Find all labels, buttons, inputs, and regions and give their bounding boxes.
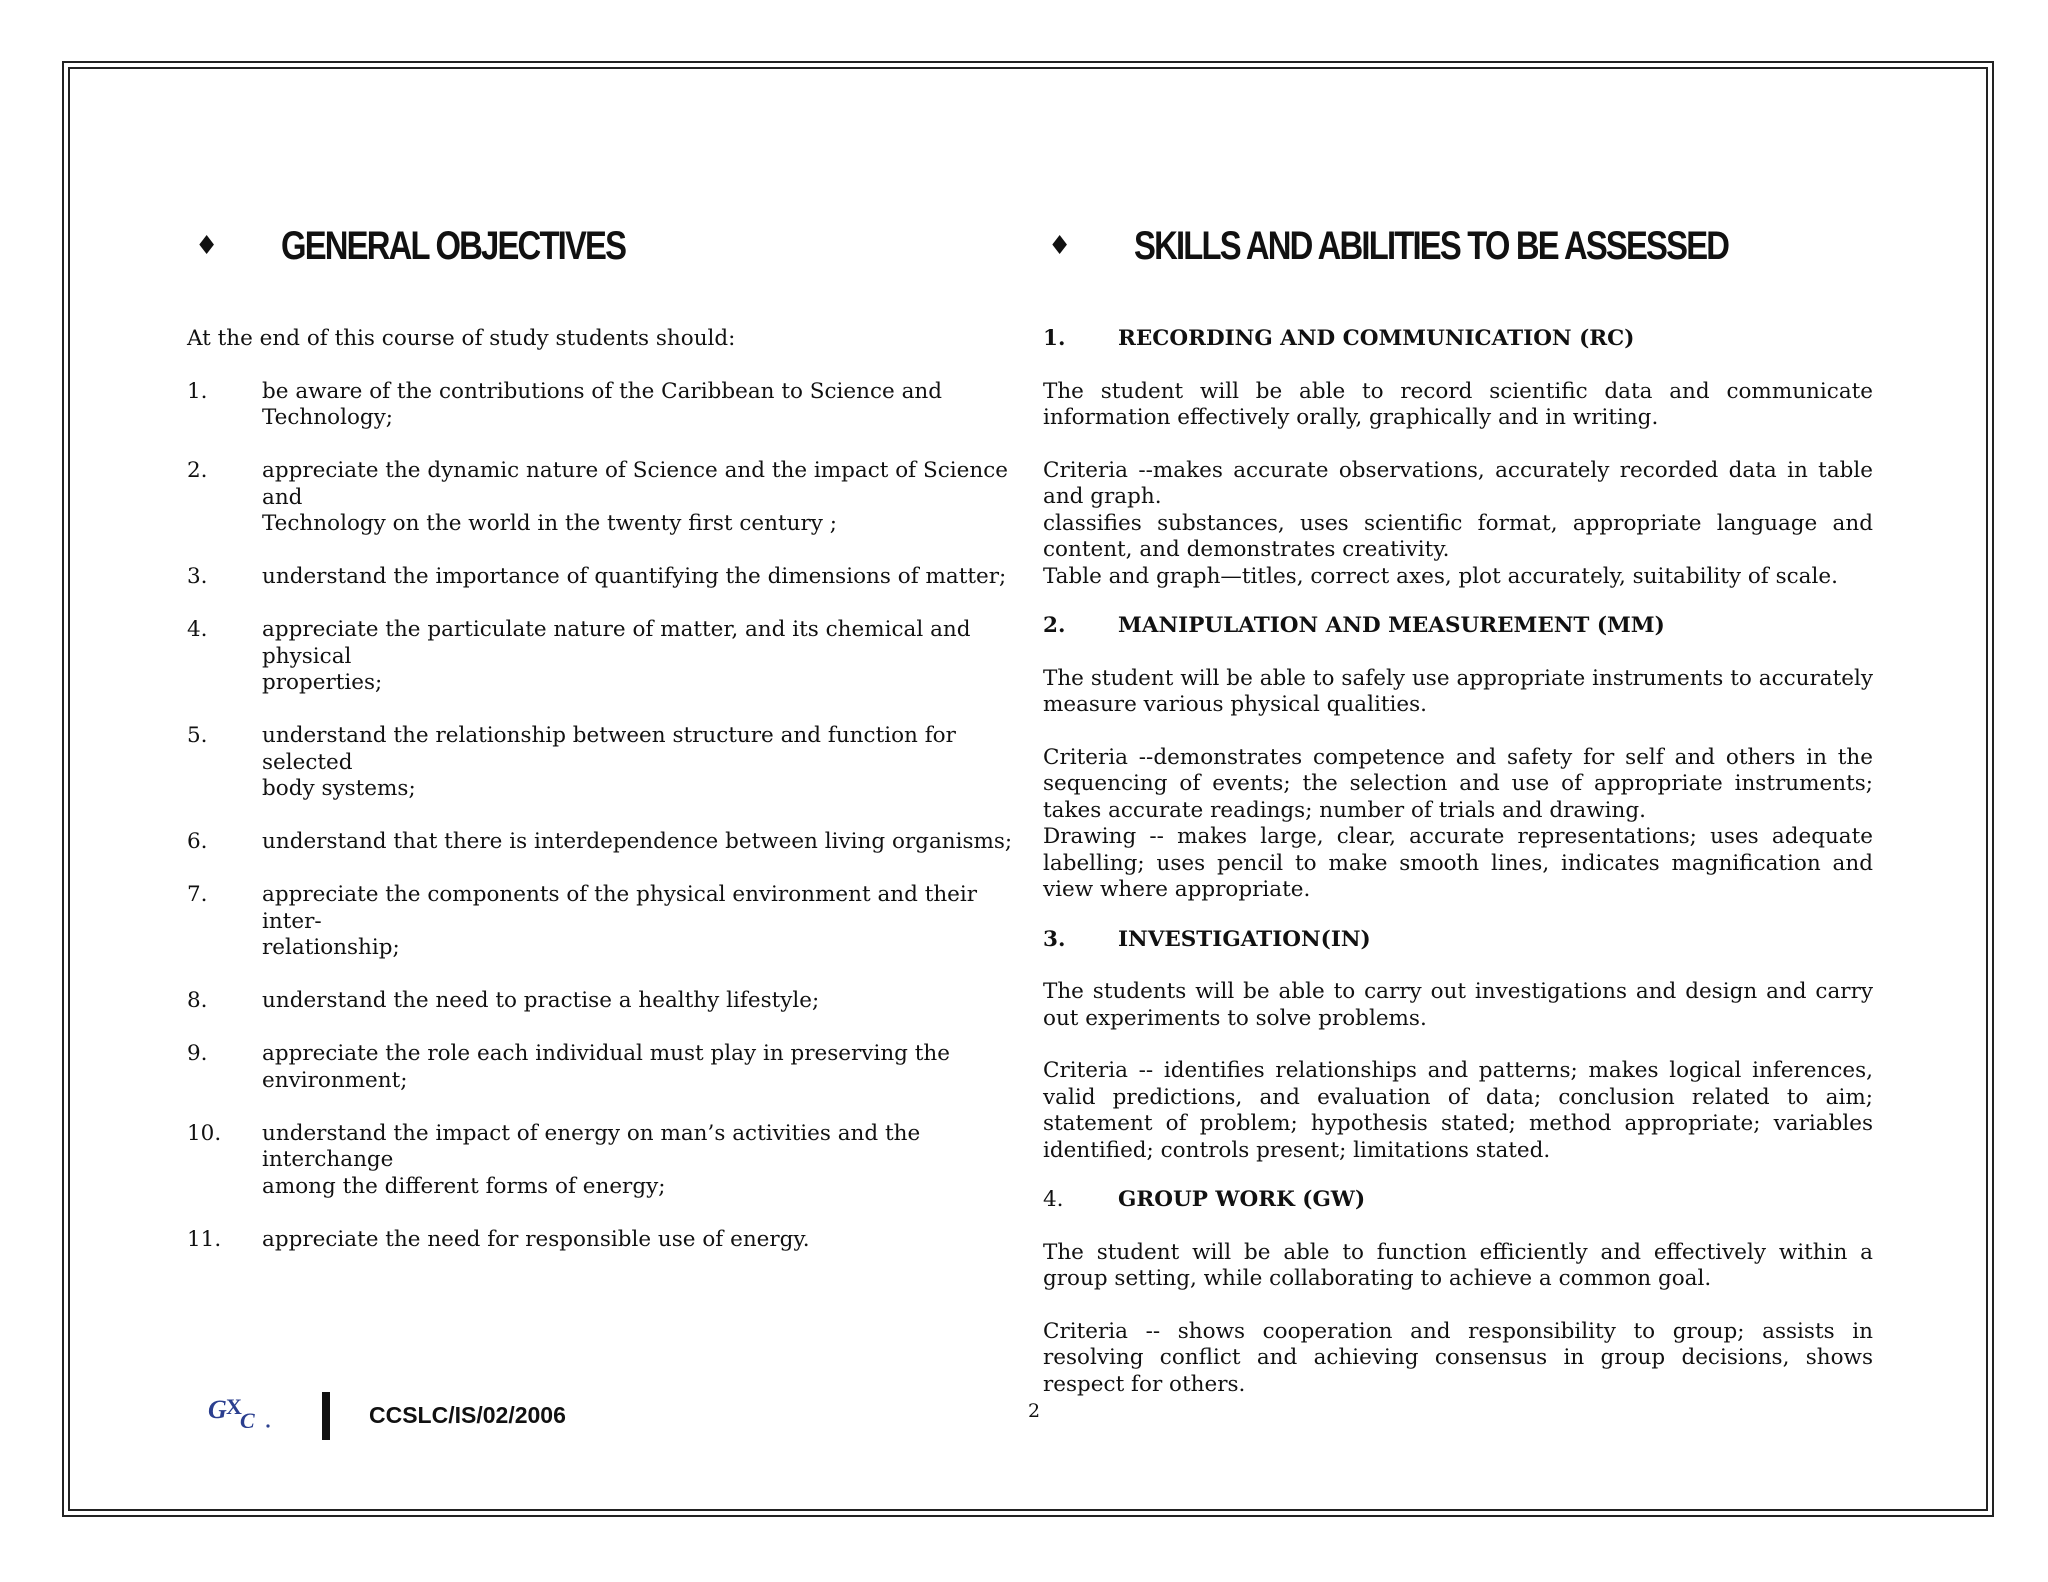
skill-section-heading [1043,1187,1873,1214]
skill-description: The student will be able to safely use appropriate instruments to accurately measure various physical qualities. [1043,665,1873,717]
heading-text: SKILLS AND ABILITIES TO BE ASSESSED [1134,223,1729,268]
objective-line: be aware of the contributions of the Caribbean to Science and [262,378,943,404]
objective-line: Technology on the world in the twenty first century ; [262,511,837,536]
objective-text [262,617,1017,697]
objective-text [262,882,1017,962]
objective-item [187,1041,1017,1094]
criteria-line: Criteria --demonstrates competence and safety for self and others in the sequencing of events; the selection and use of appropriate instruments; takes accurate readings; number of trials and drawing. [1043,744,1873,823]
svg-text:C: C [240,1408,255,1432]
objective-number: 6. [187,829,208,854]
objective-item [187,882,1017,962]
skill-description: The student will be able to function efficiently and effectively within a group setting, while collaborating to achieve a common goal. [1043,1239,1873,1291]
objective-number: 3. [187,564,208,589]
skill-section [1043,613,1873,904]
objectives-intro: At the end of this course of study students should: [187,326,736,351]
criteria-line: Criteria -- shows cooperation and responsibility to group; assists in resolving conflict and achieving consensus in group decisions, shows respect for others. [1043,1318,1873,1397]
objective-item [187,617,1017,697]
objectives-column [187,326,1017,1280]
objective-text [262,458,1017,538]
document-code: CCSLC/IS/02/2006 [369,1402,566,1428]
objective-number: 8. [187,988,208,1013]
skill-section-heading [1043,613,1873,640]
objective-line: properties; [262,670,383,695]
objective-text [262,1121,1017,1201]
objective-text [262,829,1017,856]
skill-section-title: MANIPULATION AND MEASUREMENT (MM) [1118,613,1665,638]
diamond-bullet-icon: ♦ [195,231,219,261]
heading-text: GENERAL OBJECTIVES [281,223,626,268]
diamond-bullet-icon: ♦ [1048,231,1072,261]
objective-number: 2. [187,458,208,483]
skill-section-heading [1043,326,1873,353]
skill-section-number: 1. [1043,326,1066,351]
objective-number: 4. [187,617,208,642]
objective-line: appreciate the need for responsible use of energy. [262,1226,810,1252]
general-objectives-heading [195,218,701,274]
skill-section-number: 4. [1043,1187,1064,1212]
objective-line: understand the impact of energy on man’s activities and the interchange [262,1120,921,1172]
objective-line: understand the importance of quantifying the dimensions of matter; [262,564,1007,589]
skills-heading [1048,218,1859,274]
skill-description: The students will be able to carry out investigations and design and carry out experiments to solve problems. [1043,979,1873,1031]
criteria-line: Criteria --makes accurate observations, accurately recorded data in table and graph. [1043,457,1873,509]
skill-criteria [1043,1319,1873,1399]
objective-item [187,1121,1017,1201]
objectives-list [187,379,1017,1254]
objective-line: understand that there is interdependence between living organisms; [262,829,1013,854]
skill-section-heading [1043,927,1873,954]
objective-line: body systems; [262,776,416,801]
skill-section-title: INVESTIGATION(IN) [1118,926,1371,952]
skill-section-title: GROUP WORK (GW) [1118,1187,1366,1212]
criteria-line: classifies substances, uses scientific format, appropriate language and content, and demonstrates creativity. [1043,510,1873,562]
objective-number: 9. [187,1041,208,1066]
criteria-line: Table and graph—titles, correct axes, plot accurately, suitability of scale. [1043,563,1838,589]
skills-column [1043,326,1873,1421]
skill-criteria [1043,745,1873,904]
objective-number: 11. [187,1226,222,1252]
objective-text [262,1041,1017,1094]
skill-section-number: 3. [1043,926,1066,952]
objective-text [262,379,1017,432]
objective-line: appreciate the role each individual must play in preserving the [262,1041,950,1066]
skill-section [1043,927,1873,1165]
objective-line: understand the relationship between structure and function for selected [262,723,956,775]
skill-criteria [1043,458,1873,591]
skills-sections [1043,326,1873,1398]
svg-text:X: X [226,1394,242,1419]
objective-line: relationship; [262,935,400,960]
objective-item [187,829,1017,856]
skill-criteria [1043,1058,1873,1164]
objective-item [187,988,1017,1015]
objective-line: Technology; [262,405,394,430]
objective-number: 7. [187,882,208,907]
objective-line: among the different forms of energy; [262,1173,666,1199]
objective-text [262,564,1017,591]
skill-section [1043,1187,1873,1398]
objective-number: 10. [187,1120,222,1146]
objective-number: 5. [187,723,208,748]
objective-number: 1. [187,378,208,404]
objective-text [262,1227,1017,1254]
objective-text [262,723,1017,803]
objective-item [187,564,1017,591]
objective-line: appreciate the dynamic nature of Science and the impact of Science and [262,458,1008,510]
page-number: 2 [1028,1400,1041,1422]
skill-section-title: RECORDING AND COMMUNICATION (RC) [1118,326,1635,351]
skill-section [1043,326,1873,590]
objective-line: understand the need to practise a healthy lifestyle; [262,988,820,1013]
objective-item [187,379,1017,432]
objective-item [187,723,1017,803]
footer-divider [322,1392,330,1440]
cxc-logo [208,1392,280,1432]
svg-text:G: G [208,1395,227,1424]
criteria-line: Drawing -- makes large, clear, accurate representations; uses adequate labelling; uses pencil to make smooth lines, indicates magnification and view where appropriate. [1043,824,1873,902]
objective-line: appreciate the components of the physical environment and their inter- [262,882,978,934]
skill-section-number: 2. [1043,613,1066,638]
skill-description: The student will be able to record scientific data and communicate information effectively orally, graphically and in writing. [1043,378,1873,430]
criteria-line: Criteria -- identifies relationships and patterns; makes logical inferences, valid predictions, and evaluation of data; conclusion related to aim; statement of problem; hypothesis stated; method appropriate; variables identified; controls present; limitations stated. [1043,1058,1873,1163]
objective-line: appreciate the particulate nature of matter, and its chemical and physical [262,617,971,669]
objective-line: environment; [262,1067,408,1093]
objective-item [187,458,1017,538]
objective-text [262,988,1017,1015]
objective-item [187,1227,1017,1254]
